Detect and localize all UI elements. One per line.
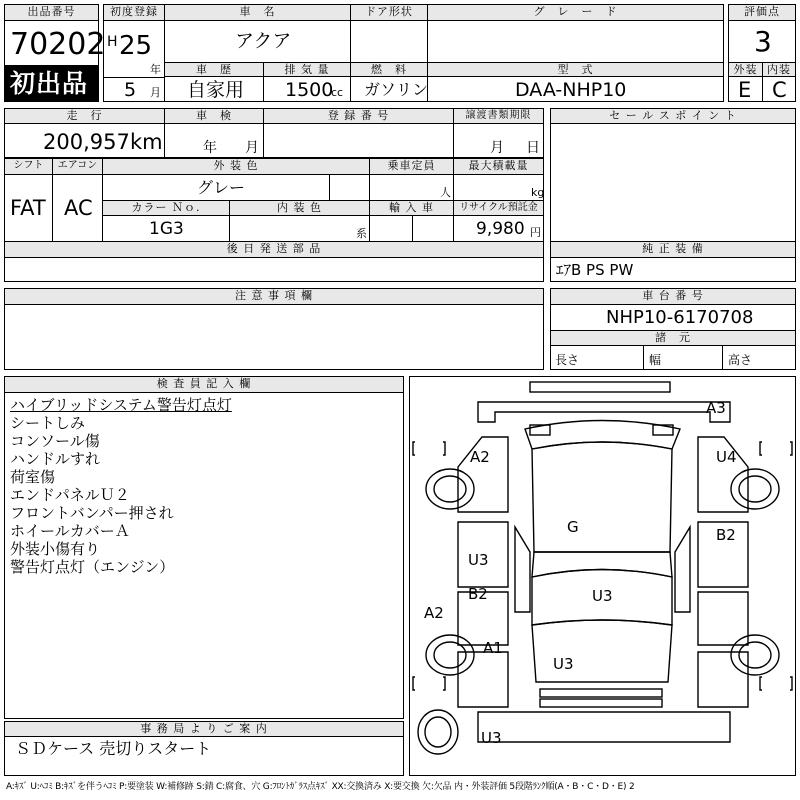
- notes-header: 注 意 事 項 欄: [4, 288, 544, 305]
- fuel-header: 燃 料: [350, 62, 428, 77]
- door-cell: [350, 20, 428, 63]
- first-listing-label: 初出品: [10, 69, 89, 98]
- length-cell: [550, 345, 644, 370]
- capacity-cell: [369, 174, 454, 201]
- aircon-header: エアコン: [52, 158, 103, 175]
- inspector-line: ハイブリッドシステム警告灯点灯: [10, 396, 232, 414]
- office-cell: [4, 736, 404, 776]
- aircon-cell: [52, 174, 103, 242]
- model-code: DAA-NHP10: [515, 79, 627, 101]
- shift-value: FAT: [10, 196, 46, 220]
- parts-later-cell: [4, 257, 544, 282]
- capacity-header: 乗車定員: [369, 158, 454, 175]
- registration-month-cell: [103, 77, 165, 102]
- first-registration-header: 初度登録: [103, 4, 165, 21]
- color-no-header: カラー Ｎｏ.: [102, 200, 230, 216]
- equipment-value: ｴｱB PS PW: [556, 261, 634, 279]
- max-load-cell: [453, 174, 544, 201]
- exterior-score-header: 外装: [728, 62, 763, 77]
- damage-mark-rear-right: A3: [706, 399, 726, 417]
- car-outline-svg: [410, 377, 795, 775]
- mileage-unit: km: [130, 130, 163, 154]
- inspection-cell: [164, 123, 264, 158]
- dimensions-header: 諸 元: [550, 330, 796, 346]
- equipment-header: 純 正 装 備: [550, 241, 796, 258]
- inspector-lines: [10, 396, 232, 576]
- mileage-cell: [4, 123, 165, 158]
- inspector-line: シートしみ: [10, 414, 86, 432]
- aircon-value: AC: [64, 196, 93, 220]
- history-header: 車 歴: [164, 62, 264, 77]
- displacement-cell: [263, 76, 351, 102]
- interior-color-header: 内 装 色: [229, 200, 370, 216]
- interior-color-unit: 系: [356, 227, 367, 240]
- interior-color-cell: [229, 215, 370, 242]
- chassis-cell: [550, 304, 796, 331]
- first-registration-cell: [103, 20, 165, 78]
- damage-mark-hood: U3: [553, 655, 574, 673]
- shift-cell: [4, 174, 53, 242]
- width-cell: [643, 345, 723, 370]
- import-cell-a: [369, 215, 413, 242]
- transfer-month-unit: 月: [490, 140, 504, 156]
- capacity-unit: 人: [440, 186, 451, 199]
- max-load-header: 最大積載量: [453, 158, 544, 175]
- interior-score: C: [772, 78, 787, 102]
- exterior-color-header: 外 装 色: [102, 158, 370, 175]
- damage-mark-left-rear-door-lower: U3: [468, 551, 489, 569]
- inspector-notes: [4, 392, 404, 719]
- transfer-day-unit: 日: [526, 140, 540, 156]
- damage-mark-right-rear-fender: U4: [716, 448, 737, 466]
- registration-era: H: [107, 34, 118, 50]
- width-label: 幅: [649, 353, 662, 367]
- car-name-header: 車 名: [164, 4, 351, 21]
- office-note: ＳＤケース 売切りスタート: [15, 739, 212, 758]
- sales-point-cell: [550, 123, 796, 242]
- inspection-header: 車 検: [164, 108, 264, 124]
- interior-score-header: 内装: [762, 62, 796, 77]
- plate-cell: [263, 123, 454, 158]
- equipment-cell: [550, 257, 796, 282]
- score-cell: [728, 20, 796, 63]
- inspector-line: フロントバンパー押され: [10, 504, 174, 522]
- exterior-score-cell: [728, 76, 763, 102]
- score-header: 評価点: [728, 4, 796, 21]
- length-label: 長さ: [555, 353, 580, 367]
- chassis-header: 車 台 番 号: [550, 288, 796, 305]
- displacement-header: 排 気 量: [263, 62, 351, 77]
- mileage-value: 200,957: [43, 130, 130, 154]
- import-cell-b: [412, 215, 454, 242]
- inspector-line: 外装小傷有り: [10, 540, 101, 558]
- inspector-line: 警告灯点灯（エンジン）: [10, 558, 175, 576]
- fuel-value: ガソリン: [364, 80, 429, 99]
- door-header: ドア形状: [350, 4, 428, 21]
- damage-mark-roof: G: [567, 518, 579, 536]
- exterior-color-value: グレー: [197, 178, 246, 197]
- displacement-value: 1500: [285, 79, 334, 101]
- registration-month-unit: 月: [150, 86, 161, 99]
- exterior-score: E: [738, 78, 752, 102]
- model-code-cell: [427, 76, 724, 102]
- lot-number-cell: [4, 20, 106, 66]
- height-label: 高さ: [728, 353, 753, 367]
- first-listing-badge: [4, 66, 99, 102]
- lot-number: 70202: [10, 27, 106, 62]
- displacement-unit: cc: [331, 86, 344, 99]
- legend: A:ｷｽﾞ U:ﾍｺﾐ B:ｷｽﾞを伴うﾍｺﾐ P:要塗装 W:補修跡 S:錆 C:腐食、穴 G:ﾌﾛﾝﾄｶﾞﾗｽ点ｷｽﾞ XX:交換済み X:要交換 欠:欠品 内・外装評価 5段階ﾗﾝｸ順(A・B・C・D・E) 2: [6, 782, 635, 792]
- damage-diagram: [409, 376, 796, 776]
- inspector-line: ホイールカバーＡ: [10, 522, 130, 540]
- import-header: 輸 入 車: [369, 200, 454, 216]
- model-code-header: 型 式: [427, 62, 724, 77]
- grade-header: グ レ ー ド: [427, 4, 724, 21]
- color-no-value: 1G3: [149, 219, 184, 239]
- overall-score: 3: [754, 25, 772, 58]
- recycle-cell: [453, 215, 544, 242]
- recycle-header: リサイクル預託金: [453, 200, 544, 216]
- damage-mark-left-front-fender: A2: [424, 604, 444, 622]
- grade-cell: [427, 20, 724, 63]
- inspector-line: 荷室傷: [10, 468, 56, 486]
- registration-year: 25: [119, 31, 153, 61]
- inspector-line: ハンドルすれ: [10, 450, 101, 468]
- fuel-cell: [350, 76, 428, 102]
- damage-mark-left-front: A1: [483, 639, 503, 657]
- history-cell: [164, 76, 264, 102]
- exterior-color-cell: [102, 174, 330, 201]
- inspection-month-unit: 月: [245, 140, 259, 156]
- exterior-color-sub-cell: [329, 174, 370, 201]
- parts-later-header: 後 日 発 送 部 品: [4, 241, 544, 258]
- transfer-deadline-cell: [453, 123, 544, 158]
- height-cell: [722, 345, 796, 370]
- recycle-value: 9,980: [476, 219, 525, 239]
- inspector-line: エンドパネルＵ２: [10, 486, 130, 504]
- color-no-cell: [102, 215, 230, 242]
- shift-header: シフト: [4, 158, 53, 175]
- registration-year-unit: 年: [150, 63, 161, 76]
- damage-mark-right-door: B2: [716, 526, 736, 544]
- inspector-line: コンソール傷: [10, 432, 100, 450]
- damage-mark-center: U3: [592, 587, 613, 605]
- interior-score-cell: [762, 76, 796, 102]
- lot-number-header: 出品番号: [4, 4, 99, 21]
- car-name: アクア: [235, 30, 292, 52]
- history-value: 自家用: [187, 79, 245, 101]
- office-header: 事 務 局 よ り ご 案 内: [4, 721, 404, 737]
- damage-mark-left-rear-door: A2: [470, 448, 490, 466]
- transfer-deadline-header: 譲渡書類期限: [453, 108, 544, 124]
- plate-header: 登 録 番 号: [263, 108, 454, 124]
- car-name-cell: [164, 20, 351, 63]
- recycle-unit: 円: [530, 226, 541, 239]
- sales-point-header: セ ー ル ス ポ イ ン ト: [550, 108, 796, 124]
- inspection-year-unit: 年: [203, 140, 217, 156]
- notes-cell: [4, 304, 544, 370]
- inspector-header: 検 査 員 記 入 欄: [4, 376, 404, 393]
- chassis-number: NHP10-6170708: [606, 307, 754, 328]
- mileage-header: 走 行: [4, 108, 165, 124]
- damage-mark-front-bumper: U3: [481, 729, 502, 747]
- damage-mark-left-front-door: B2: [468, 585, 488, 603]
- load-unit: kg: [531, 186, 545, 199]
- registration-month: 5: [124, 79, 137, 101]
